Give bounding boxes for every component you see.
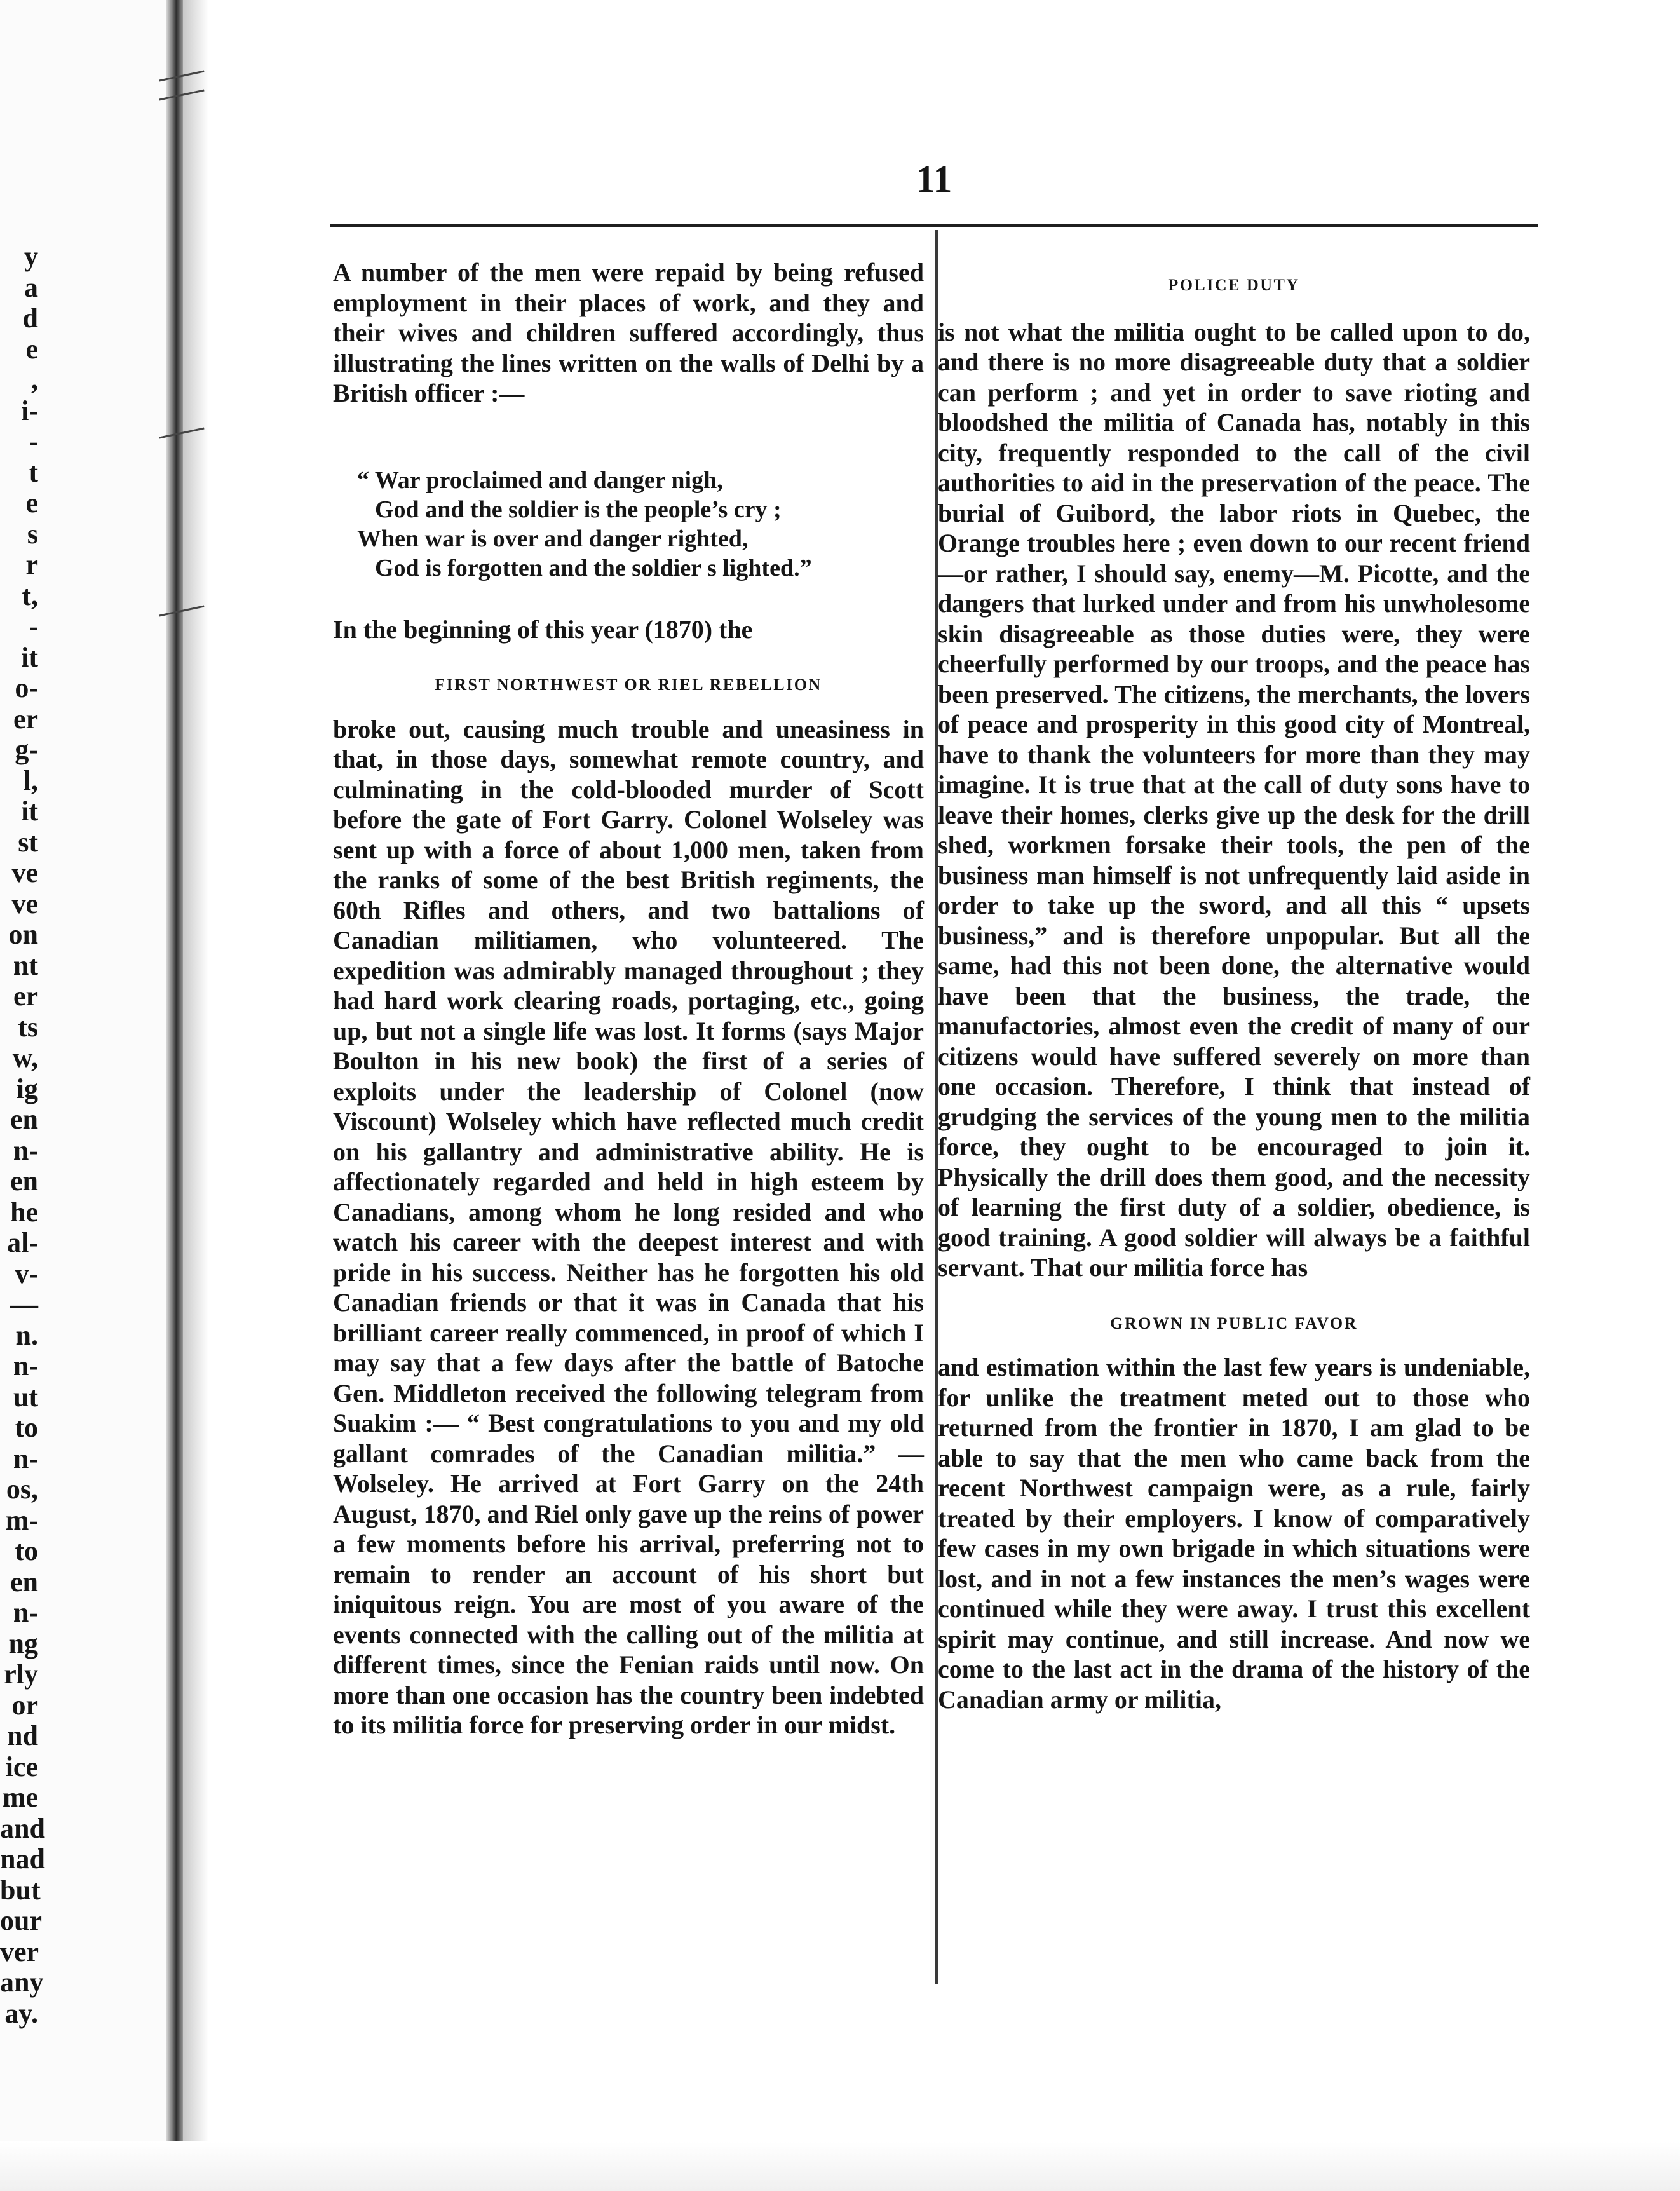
previous-page-line-fragment: n- bbox=[13, 1442, 38, 1474]
previous-page-line-fragment: me bbox=[2, 1782, 38, 1813]
previous-page-line-fragment: er bbox=[13, 980, 38, 1012]
previous-page-line-fragment: our bbox=[0, 1905, 42, 1936]
header-rule bbox=[330, 224, 1538, 227]
previous-page-line-fragment: t, bbox=[22, 580, 38, 611]
previous-page-line-fragment: d bbox=[22, 302, 38, 334]
paragraph: is not what the militia ought to be called upon to do, and there is no more disagreeable duty that a soldier can perform ; and yet in order to save rioting and bloodshed the militia of Canada has, notably in this city, frequently responded to the call of the civil authorities to aid in the preservation of the peace. The burial of Guibord, the labor riots in Quebec, the Orange troubles here ; even down to our recent friend—or rather, I should say, enemy—M. Picotte, and the dangers that lurked under and from his unwholesome skin disagreeable as those duties were, they were cheerfully performed by our troops, and the peace has been preserved. The citizens, the merchants, the lovers of peace and prosperity in this good city of Montreal, have to thank the volunteers for more than they may imagine. It is true that at the call of duty sons have to leave their homes, clerks give up the desk for the drill shed, workmen forsake their tools, the pen of the business man himself is not unfrequently laid aside in order to take up the sword, and all this “ upsets business,” and is therefore unpopular. But all the same, had this not been done, the alternative would have been that the business, the trade, the manufactories, almost even the credit of many of our citizens would have suffered severely on more than one occasion. Therefore, I think that instead of grudging the services of the young men to the militia force, they ought to be encouraged to join it. Physically the drill does them good, and the necessity of learning the first duty of a soldier, obedience, is good training. A good soldier will always be a faithful servant. That our militia force has bbox=[938, 317, 1530, 1282]
previous-page-line-fragment: o- bbox=[15, 672, 38, 703]
previous-page-line-fragment: and bbox=[0, 1812, 45, 1844]
paragraph: In the beginning of this year (1870) the bbox=[333, 614, 753, 644]
previous-page-line-fragment: ve bbox=[11, 888, 38, 919]
previous-page-line-fragment: l, bbox=[23, 764, 38, 796]
previous-page-line-fragment: ig bbox=[16, 1073, 38, 1104]
previous-page-line-fragment: ice bbox=[5, 1751, 38, 1782]
section-heading: FIRST NORTHWEST OR RIEL REBELLION bbox=[435, 675, 822, 694]
poem-line: When war is over and danger righted, bbox=[357, 525, 749, 552]
right-column bbox=[938, 270, 1530, 1714]
spine-shadow bbox=[183, 0, 208, 2191]
previous-page-line-fragment: - bbox=[29, 611, 38, 642]
paragraph: broke out, causing much trouble and uneasiness in that, in those days, somewhat remote country, and culminating in the cold-blooded murder of Scott before the gate of Fort Garry. Colonel Wolseley was sent up with a force of about 1,000 men, taken from the ranks of some of the best British regiments, the 60th Rifles and others, and two battalions of Canadian militiamen, who volunteered. The expedition was admirably managed throughout ; they had hard work clearing roads, portaging, etc., going up, but not a single life was lost. It forms (says Major Boulton in his new book) the first of a series of exploits under the leadership of Colonel (now Viscount) Wolseley which have reflected much credit on his gallantry and administrative ability. He is affectionately regarded and held in high esteem by Canadians, among whom he long resided and who watch his career with the deepest interest and with pride in his success. Neither has he forgotten his old Canadian friends or that it was in Canada that his brilliant career really commenced, in proof of which I may say that a few days after the battle of Batoche Gen. Middleton received the following telegram from Suakim :— “ Best congratulations to you and my old gallant comrades of the Canadian militia.” —Wolseley. He arrived at Fort Garry on the 24th August, 1870, and Riel only gave up the reins of power a few moments before his arrival, preferring not to remain to render an account of his short but iniquitous reign. You are most of you aware of the events connected with the calling out of the militia at different times, since the Fenian raids until now. On more than one occasion has the country been indebted to its militia force for preserving order in our midst. bbox=[333, 714, 924, 1739]
section-heading: POLICE DUTY bbox=[1168, 276, 1300, 294]
section-heading: GROWN IN PUBLIC FAVOR bbox=[1110, 1313, 1358, 1333]
previous-page-line-fragment: al- bbox=[7, 1227, 38, 1258]
previous-page-line-fragment: v- bbox=[15, 1258, 38, 1289]
previous-page-line-fragment: nt bbox=[13, 949, 38, 981]
previous-page-line-fragment: n. bbox=[15, 1319, 38, 1351]
previous-page-line-fragment: n- bbox=[13, 1134, 38, 1166]
previous-page-line-fragment: er bbox=[13, 703, 38, 735]
previous-page-line-fragment: w, bbox=[12, 1042, 38, 1073]
previous-page-line-fragment: he bbox=[10, 1196, 38, 1228]
previous-page-line-fragment: i- bbox=[21, 395, 38, 426]
previous-page-line-fragment: to bbox=[15, 1535, 38, 1566]
book-spine bbox=[166, 0, 183, 2191]
previous-page-line-fragment: s bbox=[27, 518, 38, 550]
previous-page-line-fragment: ay. bbox=[4, 1997, 38, 2029]
previous-page-line-fragment: on bbox=[8, 919, 38, 950]
previous-page-line-fragment: y bbox=[24, 241, 38, 272]
previous-page-line-fragment: - bbox=[29, 426, 38, 457]
previous-page-line-fragment: to bbox=[15, 1412, 38, 1443]
previous-page-line-fragment: r bbox=[25, 549, 38, 580]
previous-page-line-fragment: but bbox=[0, 1874, 41, 1906]
previous-page-line-fragment: rly bbox=[4, 1659, 38, 1690]
previous-page-line-fragment: en bbox=[10, 1104, 38, 1135]
previous-page-line-fragment: a bbox=[24, 271, 38, 303]
previous-page-line-fragment: m- bbox=[5, 1504, 38, 1536]
previous-page-line-fragment: n- bbox=[13, 1597, 38, 1628]
previous-page-line-fragment: it bbox=[21, 641, 38, 673]
previous-page-line-fragment: en bbox=[10, 1566, 38, 1597]
page-bottom-shadow bbox=[0, 2141, 1680, 2191]
previous-page-line-fragment: en bbox=[10, 1165, 38, 1197]
previous-page-line-fragment: or bbox=[11, 1689, 38, 1721]
previous-page-line-fragment: ve bbox=[11, 857, 38, 888]
previous-page-line-fragment: any bbox=[0, 1967, 44, 1998]
previous-page-fragment bbox=[0, 241, 45, 2033]
poem-line: God is forgotten and the soldier s lighted.” bbox=[375, 554, 812, 581]
previous-page-line-fragment: nad bbox=[0, 1843, 45, 1875]
paragraph: A number of the men were repaid by being refused employment in their places of work, and they and their wives and children suffered accordingly, thus illustrating the lines written on the walls of Delhi by a British officer :— bbox=[333, 258, 924, 407]
previous-page-line-fragment: e bbox=[25, 487, 38, 519]
previous-page-line-fragment: , bbox=[31, 364, 38, 395]
previous-page-line-fragment: os, bbox=[6, 1474, 38, 1505]
previous-page-line-fragment: e bbox=[25, 333, 38, 365]
previous-page-line-fragment: n- bbox=[13, 1350, 38, 1381]
previous-page-line-fragment: ng bbox=[8, 1627, 38, 1659]
previous-page-line-fragment: g- bbox=[15, 734, 38, 765]
previous-page-line-fragment: t bbox=[29, 456, 38, 488]
left-column bbox=[333, 257, 924, 1740]
poem-quote bbox=[357, 466, 924, 583]
previous-page-line-fragment: ts bbox=[18, 1011, 38, 1043]
paragraph: and estimation within the last few years is undeniable, for unlike the treatment meted out to those who returned from the frontier in 1870, I am glad to be able to say that the men who came back from the recent Northwest campaign were, as a rule, fairly treated by their employers. I know of comparatively few cases in my own brigade in which situations were lost, and in not a few instances the men’s wages were continued while they were away. I trust this excellent spirit may continue, and still increase. And now we come to the last act in the drama of the history of the Canadian army or militia, bbox=[938, 1353, 1530, 1714]
page-number: 11 bbox=[916, 158, 952, 200]
previous-page-line-fragment: ut bbox=[13, 1381, 38, 1413]
previous-page-line-fragment: it bbox=[21, 796, 38, 827]
poem-line: “ War proclaimed and danger nigh, bbox=[357, 466, 723, 494]
previous-page-line-fragment: — bbox=[10, 1289, 38, 1320]
previous-page-line-fragment: nd bbox=[7, 1720, 38, 1751]
previous-page-line-fragment: st bbox=[18, 826, 38, 858]
poem-line: God and the soldier is the people’s cry ; bbox=[375, 496, 782, 523]
previous-page-line-fragment: ver bbox=[0, 1936, 39, 1967]
